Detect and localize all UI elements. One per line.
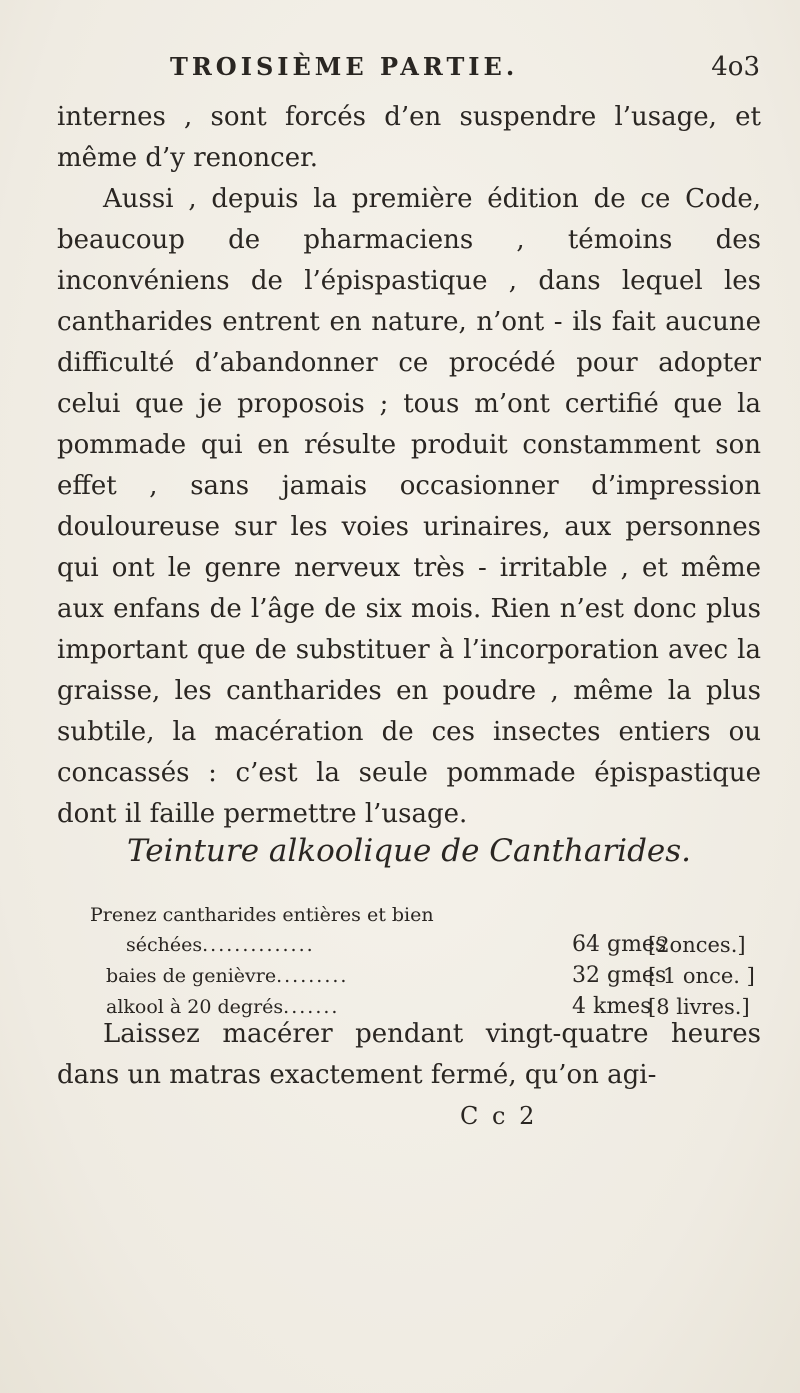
running-head: TROISIÈME PARTIE. xyxy=(170,52,519,81)
recipe xyxy=(90,900,770,1023)
body-text xyxy=(57,97,761,835)
ingredient-quantity: 32 gmes xyxy=(572,963,667,988)
ingredient-row xyxy=(90,961,770,992)
ingredient-old-measure: [8 livres.] xyxy=(648,995,750,1019)
ingredient-quantity: 64 gmes xyxy=(572,932,667,957)
ingredient-name: baies de genièvre......... xyxy=(106,965,349,987)
ingredient-name: séchées.............. xyxy=(126,934,315,956)
ingredient-name: alkool à 20 degrés....... xyxy=(106,996,340,1018)
recipe-intro: Prenez cantharides entières et bien xyxy=(90,904,434,926)
page-number: 4o3 xyxy=(711,52,760,82)
ingredient-old-measure: [2onces.] xyxy=(648,933,746,957)
ingredient-row xyxy=(90,930,770,961)
section-title: Teinture alkoolique de Cantharides. xyxy=(126,833,692,869)
signature-mark: C c 2 xyxy=(460,1102,538,1130)
ingredient-quantity: 4 kmes xyxy=(572,994,652,1019)
paragraph-1: internes , sont forcés d’en suspendre l’usage, et même d’y renoncer. xyxy=(57,102,761,173)
closing-paragraph: Laissez macérer pendant vingt-quatre heures dans un matras exactement fermé, qu’on agi- xyxy=(57,1019,761,1090)
ingredient-old-measure: [ 1 once. ] xyxy=(648,964,755,988)
paragraph-2: Aussi , depuis la première édition de ce Code, beaucoup de pharmaciens , témoins des inconvéniens de l’épispastique , dans lequel les cantharides entrent en nature, n’ont - ils fait aucune difficulté d’abandonner ce procédé pour adopter celui que je proposois ; tous m’ont certifié que la pommade qui en résulte produit constamment son effet , sans jamais occasionner d’impression douloureuse sur les voies urinaires, aux personnes qui ont le genre nerveux très - irritable , et même aux enfans de l’âge de six mois. Rien n’est donc plus important que de substituer à l’incorporation avec la graisse, les cantharides en poudre , même la plus subtile, la macération de ces insectes entiers ou concassés : c’est la seule pommade épispastique dont il faille permettre l’usage. xyxy=(57,184,761,829)
closing-text xyxy=(57,1014,761,1096)
page-header xyxy=(170,52,760,92)
